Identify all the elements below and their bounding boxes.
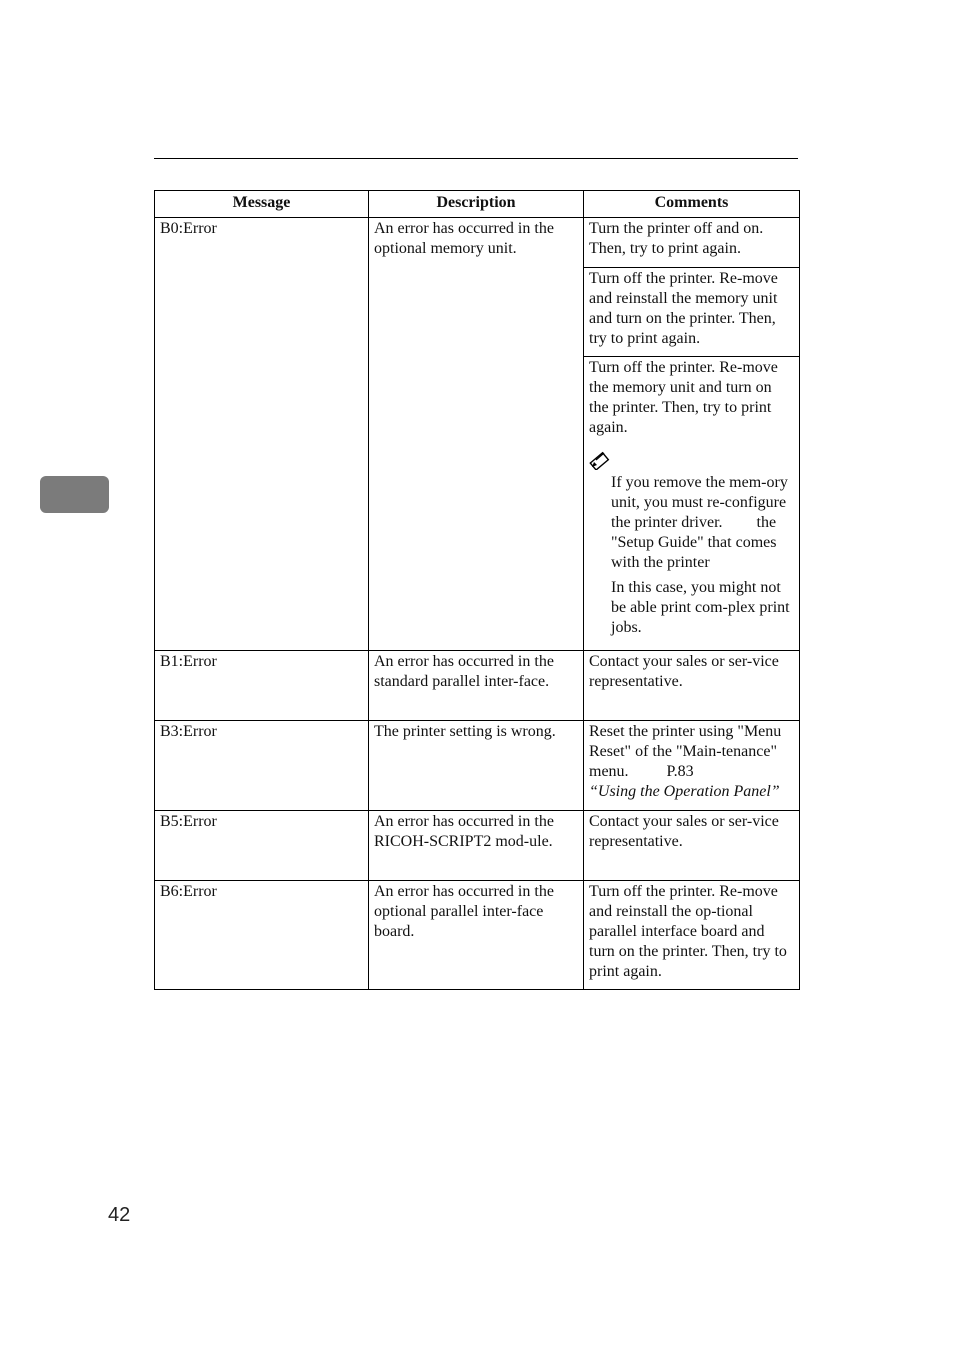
- description-b1: An error has occurred in the standard parallel inter-face.: [369, 651, 584, 721]
- comment-b5: Contact your sales or ser-vice representative.: [584, 811, 800, 881]
- comment-b0-1: Turn the printer off and on. Then, try to print again.: [584, 218, 800, 268]
- comment-b0-3: Turn off the printer. Re-move the memory unit and turn on the printer. Then, try to print again.: [589, 359, 778, 436]
- description-b6: An error has occurred in the optional parallel inter-face board.: [369, 881, 584, 990]
- page-number: 42: [108, 1204, 131, 1226]
- table-header-row: [155, 191, 800, 218]
- table-row: [155, 651, 800, 721]
- message-b6: B6:Error: [155, 881, 369, 990]
- note-complex-jobs: In this case, you might not be able print com-plex print jobs.: [611, 579, 790, 636]
- message-b3: B3:Error: [155, 721, 369, 811]
- chapter-tab-marker: [40, 476, 109, 513]
- table-row: [155, 721, 800, 811]
- table-row: [155, 218, 800, 268]
- comment-b0-3-cell: [584, 357, 800, 651]
- message-b1: B1:Error: [155, 651, 369, 721]
- section-title-link[interactable]: “Using the Operation Panel”: [589, 783, 780, 800]
- message-b0: B0:Error: [155, 218, 369, 651]
- comment-b6: Turn off the printer. Re-move and reinstall the op-tional parallel interface board and turn on the printer. Then, try to print again.: [584, 881, 800, 990]
- description-b0: An error has occurred in the optional memory unit.: [369, 218, 584, 651]
- comment-b1: Contact your sales or ser-vice representative.: [584, 651, 800, 721]
- message-b5: B5:Error: [155, 811, 369, 881]
- table-row: [155, 811, 800, 881]
- pencil-note-icon: [589, 448, 611, 470]
- header-message: Message: [155, 191, 369, 218]
- header-description: Description: [369, 191, 584, 218]
- error-message-table: [154, 190, 800, 990]
- description-b5: An error has occurred in the RICOH-SCRIPT2 mod-ule.: [369, 811, 584, 881]
- comment-b3-cell: [584, 721, 800, 811]
- table-row: [155, 881, 800, 990]
- page-reference-link[interactable]: P.83: [666, 763, 694, 780]
- header-rule: [154, 158, 798, 159]
- note-reconfigure: If you remove the mem-ory unit, you must re-configure the printer driver. the "Setup Guide" that comes with the printer: [611, 474, 788, 571]
- header-comments: Comments: [584, 191, 800, 218]
- comment-b3: Reset the printer using "Menu Reset" of the "Main-tenance" menu.: [589, 723, 782, 780]
- description-b3: The printer setting is wrong.: [369, 721, 584, 811]
- comment-b0-2: Turn off the printer. Re-move and reinstall the memory unit and turn on the printer. Then, try to print again.: [584, 268, 800, 357]
